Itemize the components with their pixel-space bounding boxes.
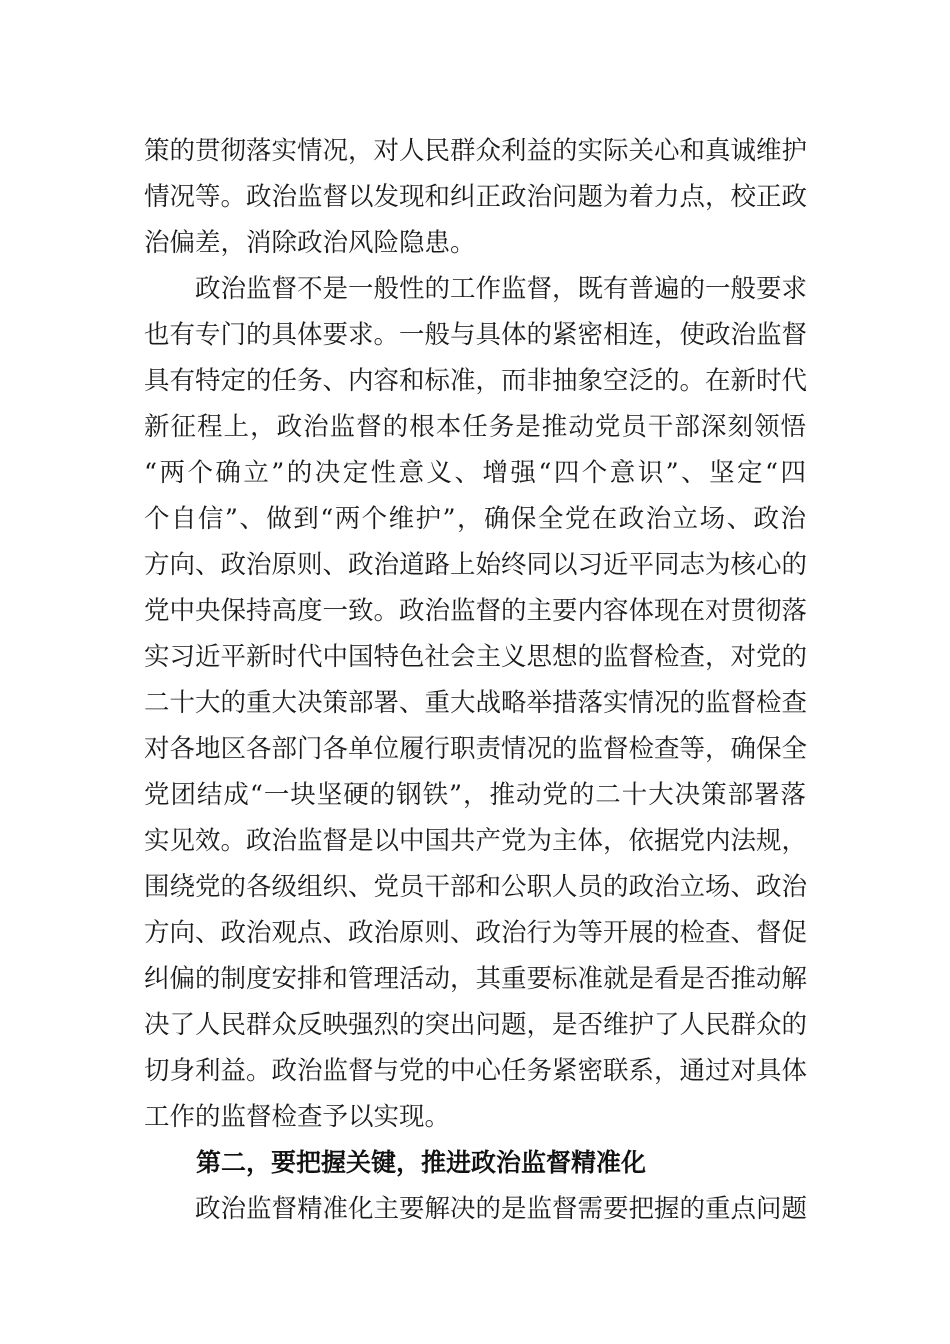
paragraph-2-line-16: 纠偏的制度安排和管理活动，其重要标准就是看是否推动解 xyxy=(144,964,808,994)
paragraph-1-line-2: 情况等。政治监督以发现和纠正政治问题为着力点，校正政 xyxy=(144,182,808,212)
paragraph-2-line-6: 个自信”、做到“两个维护”，确保全党在政治立场、政治 xyxy=(144,504,806,534)
paragraph-2-line-7: 方向、政治原则、政治道路上始终同以习近平同志为核心的 xyxy=(144,550,808,580)
paragraph-2-line-9: 实习近平新时代中国特色社会主义思想的监督检查，对党的 xyxy=(144,642,808,672)
paragraph-2-line-12: 党团结成“一块坚硬的钢铁”，推动党的二十大决策部署落 xyxy=(144,780,806,810)
paragraph-2-line-13: 实见效。政治监督是以中国共产党为主体，依据党内法规， xyxy=(144,826,808,856)
paragraph-2-line-5: “两个确立”的决定性意义、增强“四个意识”、坚定“四 xyxy=(144,458,806,488)
paragraph-2-line-15: 方向、政治观点、政治原则、政治行为等开展的检查、督促 xyxy=(144,918,808,948)
paragraph-2-line-14: 围绕党的各级组织、党员干部和公职人员的政治立场、政治 xyxy=(144,872,808,902)
paragraph-1-line-3: 治偏差，消除政治风险隐患。 xyxy=(144,228,476,258)
paragraph-2-line-3: 具有特定的任务、内容和标准，而非抽象空泛的。在新时代 xyxy=(144,366,808,396)
paragraph-2-line-17: 决了人民群众反映强烈的突出问题，是否维护了人民群众的 xyxy=(144,1010,808,1040)
paragraph-2-line-18: 切身利益。政治监督与党的中心任务紧密联系，通过对具体 xyxy=(144,1056,808,1086)
section-heading: 第二，要把握关键，推进政治监督精准化 xyxy=(196,1148,647,1177)
paragraph-2-line-4: 新征程上，政治监督的根本任务是推动党员干部深刻领悟 xyxy=(144,412,806,442)
paragraph-2-line-11: 对各地区各部门各单位履行职责情况的监督检查等，确保全 xyxy=(144,734,808,764)
paragraph-2-line-1: 政治监督不是一般性的工作监督，既有普遍的一般要求 xyxy=(144,274,808,304)
paragraph-2-line-10: 二十大的重大决策部署、重大战略举措落实情况的监督检查 xyxy=(144,688,808,718)
paragraph-2-line-8: 党中央保持高度一致。政治监督的主要内容体现在对贯彻落 xyxy=(144,596,808,626)
paragraph-3-line-1: 政治监督精准化主要解决的是监督需要把握的重点问题 xyxy=(144,1194,808,1224)
paragraph-2-line-19: 工作的监督检查予以实现。 xyxy=(144,1102,451,1132)
paragraph-1-line-1: 策的贯彻落实情况，对人民群众利益的实际关心和真诚维护 xyxy=(144,136,808,166)
paragraph-2-line-2: 也有专门的具体要求。一般与具体的紧密相连，使政治监督 xyxy=(144,320,808,350)
